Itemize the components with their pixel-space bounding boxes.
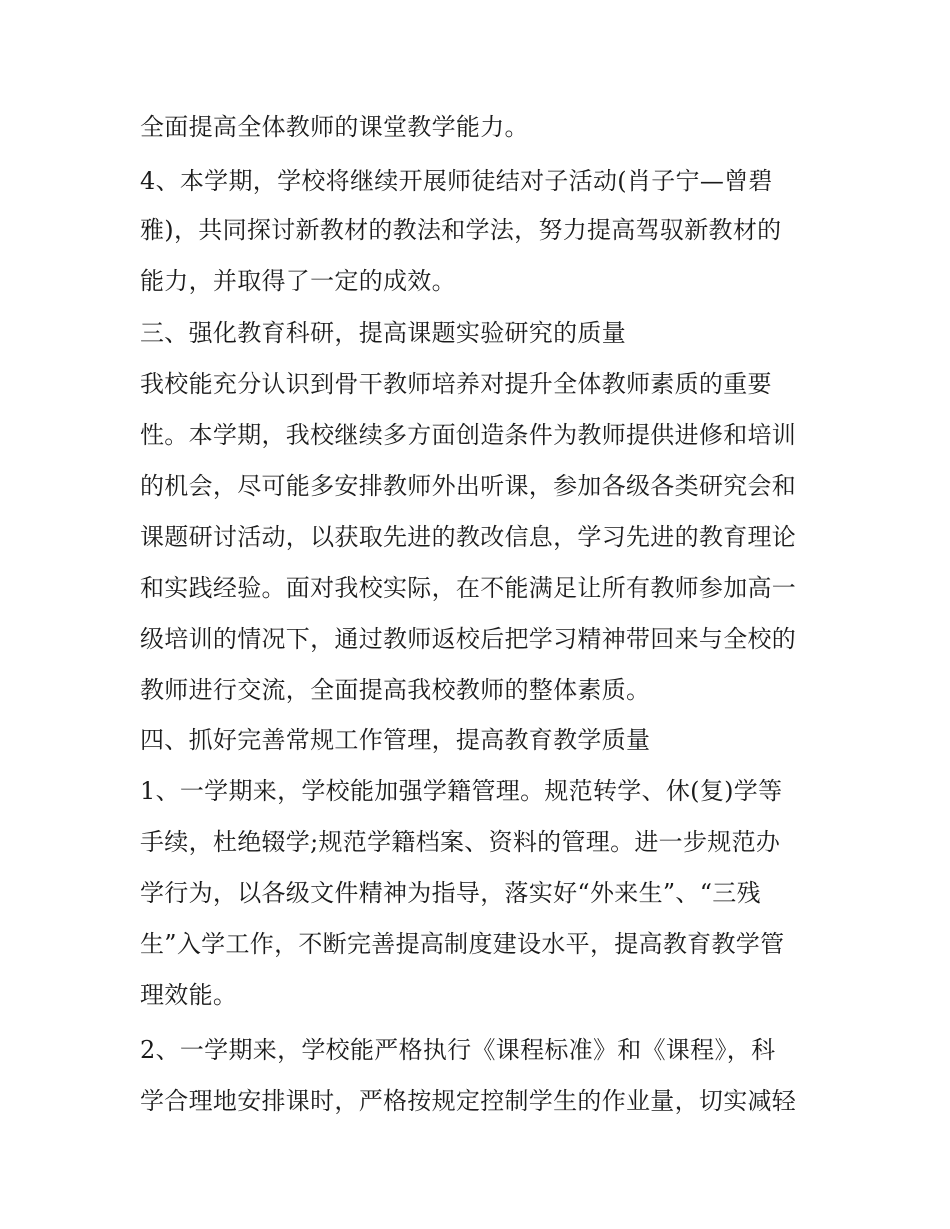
section-heading: 四、抓好完善常规工作管理，提高教育教学质量	[140, 726, 651, 754]
paragraph-line: 全面提高全体教师的课堂教学能力。	[140, 113, 529, 141]
paragraph-line: 的机会，尽可能多安排教师外出听课，参加各级各类研究会和	[140, 472, 797, 500]
paragraph-line: 雅)，共同探讨新教材的教法和学法，努力提高驾驭新教材的	[140, 216, 782, 244]
paragraph-line: 教师进行交流，全面提高我校教师的整体素质。	[140, 676, 651, 704]
section-heading: 三、强化教育科研，提高课题实验研究的质量	[140, 319, 626, 347]
paragraph-line: 4、本学期，学校将继续开展师徒结对子活动(肖子宁—曾碧	[140, 167, 773, 195]
paragraph-line: 理效能。	[140, 981, 238, 1009]
paragraph-line: 能力，并取得了一定的成效。	[140, 267, 456, 295]
paragraph-line: 学合理地安排课时，严格按规定控制学生的作业量，切实减轻	[140, 1087, 797, 1115]
paragraph-line: 手续，杜绝辍学;规范学籍档案、资料的管理。进一步规范办	[140, 828, 781, 856]
paragraph-line: 和实践经验。面对我校实际，在不能满足让所有教师参加高一	[140, 574, 797, 602]
paragraph-line: 2、一学期来，学校能严格执行《课程标准》和《课程》，科	[140, 1036, 776, 1064]
paragraph-line: 生”入学工作，不断完善提高制度建设水平，提高教育教学管	[140, 930, 785, 958]
paragraph-line: 1、一学期来，学校能加强学籍管理。规范转学、休(复)学等	[140, 777, 783, 805]
paragraph-line: 我校能充分认识到骨干教师培养对提升全体教师素质的重要	[140, 370, 772, 398]
paragraph-line: 性。本学期，我校继续多方面创造条件为教师提供进修和培训	[140, 421, 797, 449]
paragraph-line: 课题研讨活动，以获取先进的教改信息，学习先进的教育理论	[140, 523, 797, 551]
paragraph-line: 级培训的情况下，通过教师返校后把学习精神带回来与全校的	[140, 625, 797, 653]
paragraph-line: 学行为，以各级文件精神为指导，落实好“外来生”、“三残	[140, 879, 761, 907]
